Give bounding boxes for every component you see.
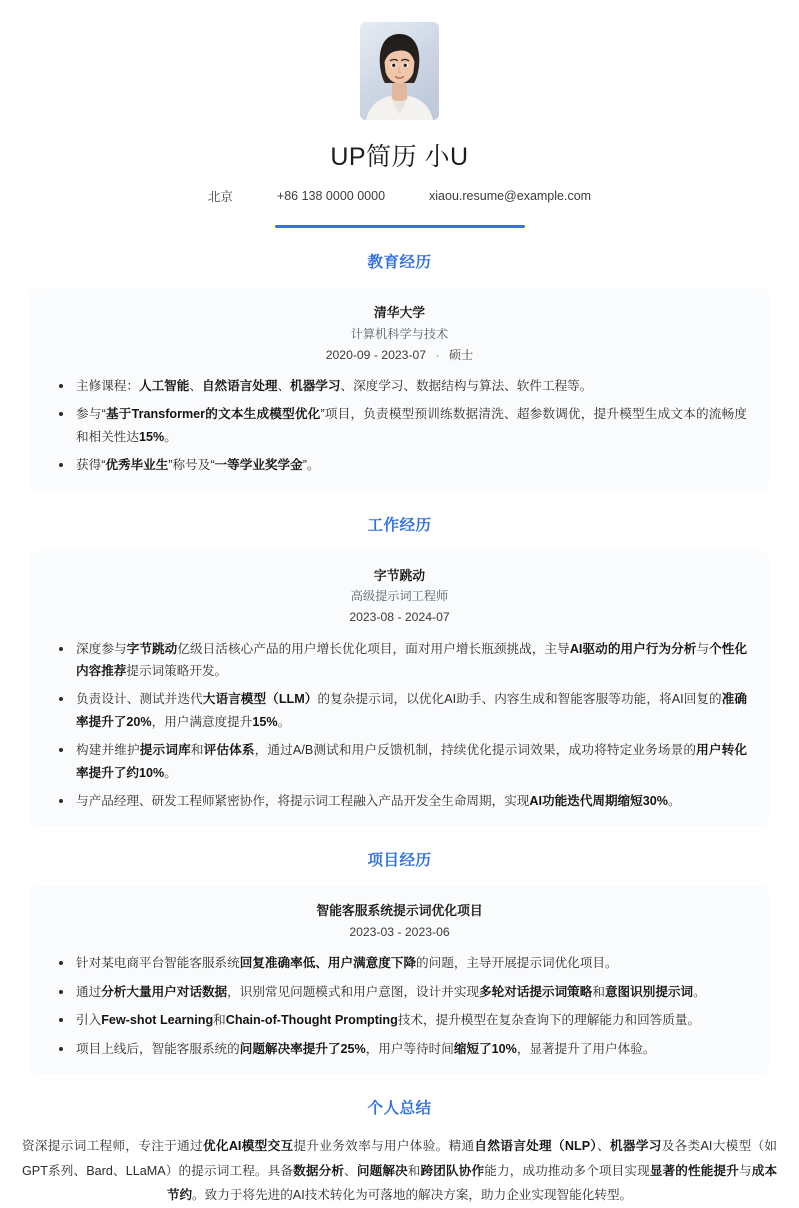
education-meta xyxy=(46,345,753,366)
project-card xyxy=(30,886,769,1074)
list-item: 参与“基于Transformer的文本生成模型优化”项目，负责模型预训练数据清洗、超参数调优，提升模型生成文本的流畅度和相关性达15%。 xyxy=(76,403,747,448)
list-item: 引入Few-shot Learning和Chain-of-Thought Prompting技术，提升模型在复杂查询下的理解能力和回答质量。 xyxy=(76,1009,747,1031)
portrait-photo-icon xyxy=(360,22,439,120)
section-title-project: 项目经历 xyxy=(367,852,432,870)
list-item: 深度参与字节跳动亿级日活核心产品的用户增长优化项目，面对用户增长瓶颈挑战，主导AI驱动的用户行为分析与个性化内容推荐提示词策略开发。 xyxy=(76,638,747,683)
list-item: 针对某电商平台智能客服系统回复准确率低、用户满意度下降的问题，主导开展提示词优化项目。 xyxy=(76,952,747,974)
contact-phone: +86 138 0000 0000 xyxy=(276,189,386,204)
education-school: 清华大学 xyxy=(373,305,426,321)
section-title-work: 工作经历 xyxy=(367,516,432,534)
list-item: 负责设计、测试并迭代大语言模型（LLM）的复杂提示词，以优化AI助手、内容生成和智能客服等功能，将AI回复的准确率提升了20%，用户满意度提升15%。 xyxy=(76,688,747,733)
list-item: 项目上线后，智能客服系统的问题解决率提升了25%，用户等待时间缩短了10%，显著提升了用户体验。 xyxy=(76,1038,747,1060)
section-title-education: 教育经历 xyxy=(367,254,432,272)
project-name: 智能客服系统提示词优化项目 xyxy=(316,903,483,919)
summary-text: 资深提示词工程师，专注于通过优化AI模型交互提升业务效率与用户体验。精通自然语言处理（NLP）、机器学习及各类AI大模型（如GPT系列、Bard、LLaMA）的提示词工程。具备数据分析、问题解决和跨团队协作能力，成功推动多个项目实现显著的性能提升与成本节约。致力于将先进的AI技术转化为可落地的解决方案，助力企业实现智能化转型。 xyxy=(22,1139,778,1203)
list-item: 与产品经理、研发工程师紧密协作，将提示词工程融入产品开发全生命周期，实现AI功能迭代周期缩短30%。 xyxy=(76,790,747,812)
education-date: 2020-09 - 2023-07 xyxy=(325,347,427,362)
contact-location: 北京 xyxy=(207,190,233,205)
section-education xyxy=(0,250,799,490)
education-major: 计算机科学与技术 xyxy=(350,327,449,341)
work-card xyxy=(30,551,769,827)
work-company: 字节跳动 xyxy=(373,567,426,583)
education-card xyxy=(30,288,769,490)
section-work xyxy=(0,513,799,827)
contact-row xyxy=(0,187,799,205)
resume-header xyxy=(0,0,799,228)
section-project xyxy=(0,848,799,1074)
section-title-summary: 个人总结 xyxy=(367,1100,432,1118)
work-bullets xyxy=(46,638,753,813)
education-bullets xyxy=(46,375,753,477)
contact-email: xiaou.resume@example.com xyxy=(429,189,592,204)
work-title: 高级提示词工程师 xyxy=(350,589,449,604)
work-entry-head xyxy=(46,565,753,629)
avatar xyxy=(360,22,439,120)
work-date: 2023-08 - 2024-07 xyxy=(349,610,450,625)
section-summary xyxy=(0,1096,799,1208)
page-title: UP简历 小U xyxy=(330,143,469,171)
education-degree: 硕士 xyxy=(448,347,474,362)
project-bullets xyxy=(46,952,753,1060)
education-separator: · xyxy=(435,347,440,362)
list-item: 获得“优秀毕业生”称号及“一等学业奖学金”。 xyxy=(76,454,747,476)
project-date: 2023-03 - 2023-06 xyxy=(349,925,450,940)
education-entry-head xyxy=(46,302,753,366)
project-entry-head xyxy=(46,900,753,943)
list-item: 通过分析大量用户对话数据，识别常见问题模式和用户意图，设计并实现多轮对话提示词策略和意图识别提示词。 xyxy=(76,981,747,1003)
list-item: 主修课程：人工智能、自然语言处理、机器学习、深度学习、数据结构与算法、软件工程等。 xyxy=(76,375,747,397)
list-item: 构建并维护提示词库和评估体系，通过A/B测试和用户反馈机制，持续优化提示词效果，成功将特定业务场景的用户转化率提升了约10%。 xyxy=(76,739,747,784)
header-divider xyxy=(275,225,525,228)
